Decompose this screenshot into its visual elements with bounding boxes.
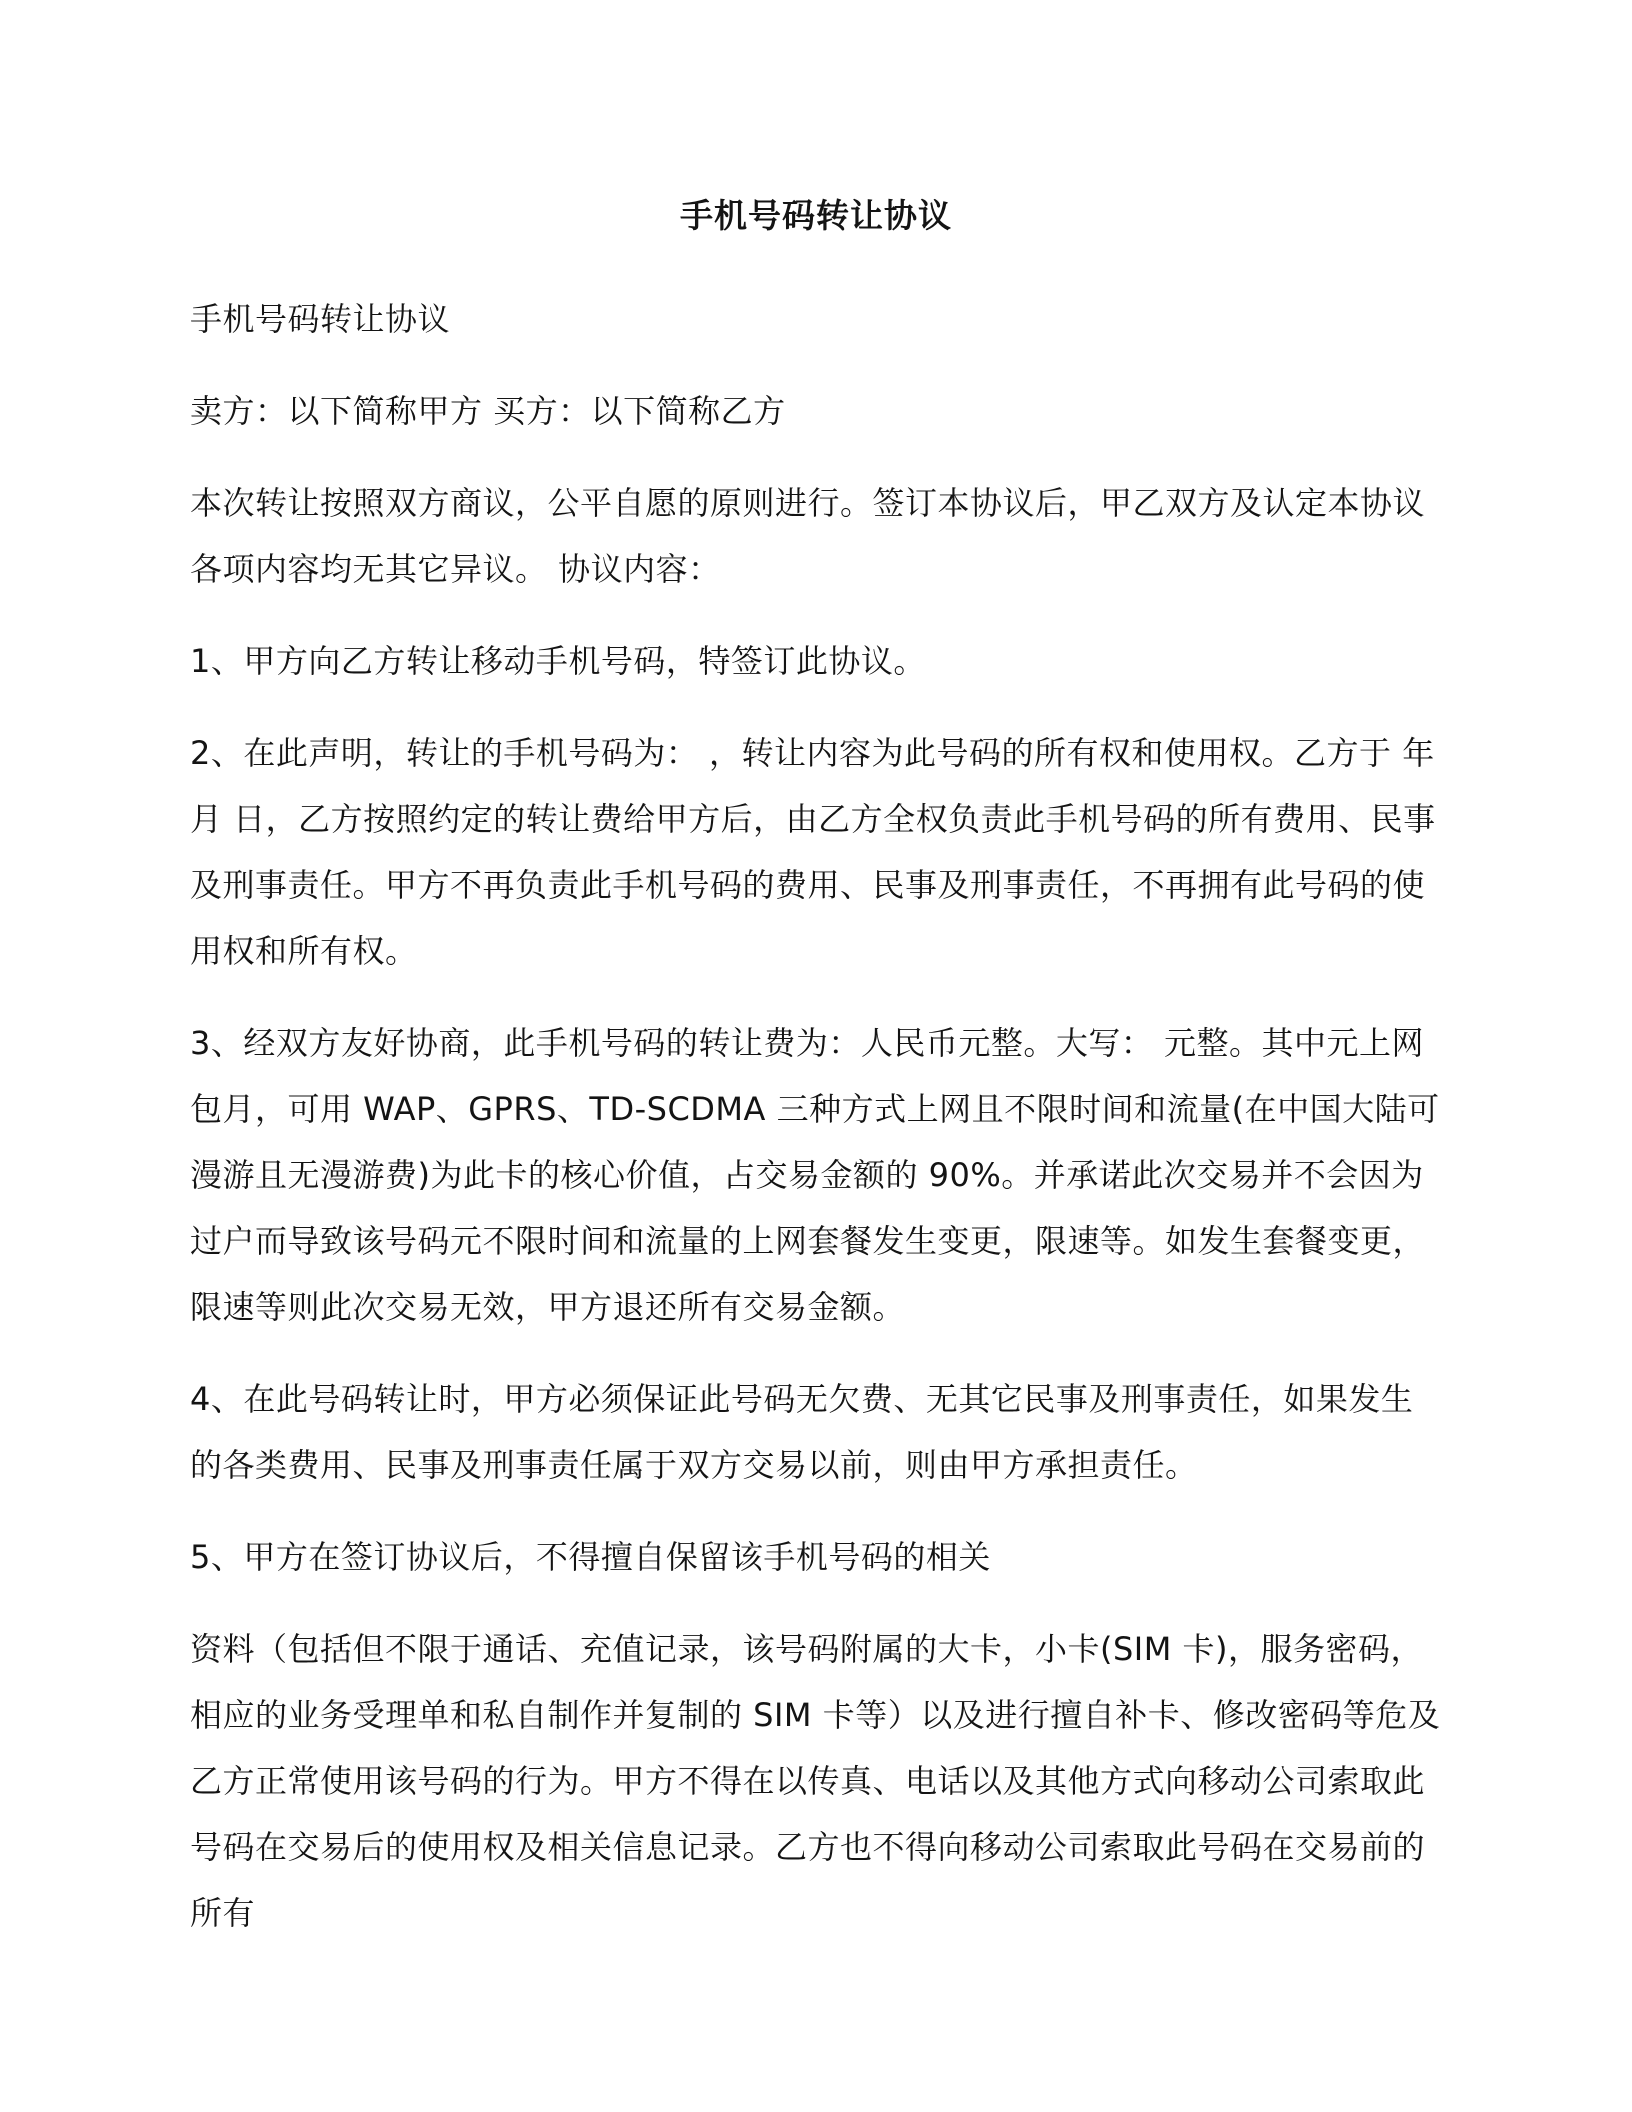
paragraph-clause-5: 5、甲方在签订协议后，不得擅自保留该手机号码的相关 bbox=[190, 1538, 991, 1576]
document-body bbox=[190, 190, 1442, 1972]
paragraph-parties: 卖方：以下简称甲方 买方：以下简称乙方 bbox=[190, 392, 786, 430]
paragraph-clause-1: 1、甲方向乙方转让移动手机号码，特签订此协议。 bbox=[190, 642, 926, 680]
document-title: 手机号码转让协议 bbox=[680, 196, 952, 235]
paragraph-subtitle: 手机号码转让协议 bbox=[190, 300, 451, 338]
paragraph-preamble: 本次转让按照双方商议，公平自愿的原则进行。签订本协议后，甲乙双方及认定本协议各项内容均无其它异议。 协议内容： bbox=[190, 484, 1426, 588]
paragraph-clause-5-continued: 资料（包括但不限于通话、充值记录，该号码附属的大卡，小卡(SIM 卡)，服务密码，相应的业务受理单和私自制作并复制的 SIM 卡等）以及进行擅自补卡、修改密码等危及乙方正常使用该号码的行为。甲方不得在以传真、电话以及其他方式向移动公司索取此号码在交易后的使用权及相关信息记录。乙方也不得向移动公司索取此号码在交易前的所有 bbox=[190, 1630, 1441, 1932]
paragraph-clause-4: 4、在此号码转让时，甲方必须保证此号码无欠费、无其它民事及刑事责任，如果发生的各类费用、民事及刑事责任属于双方交易以前，则由甲方承担责任。 bbox=[190, 1380, 1414, 1484]
paragraph-clause-3: 3、经双方友好协商，此手机号码的转让费为：人民币元整。大写： 元整。其中元上网包月，可用 WAP、GPRS、TD-SCDMA 三种方式上网且不限时间和流量(在中国大陆可漫游且无漫游费)为此卡的核心价值，占交易金额的 90%。并承诺此次交易并不会因为过户而导致该号码元不限时间和流量的上网套餐发生变更，限速等。如发生套餐变更，限速等则此次交易无效，甲方退还所有交易金额。 bbox=[190, 1024, 1440, 1326]
paragraph-clause-2: 2、在此声明，转让的手机号码为： ，转让内容为此号码的所有权和使用权。乙方于 年 月 日，乙方按照约定的转让费给甲方后，由乙方全权负责此手机号码的所有费用、民事及刑事责任。甲方不再负责此手机号码的费用、民事及刑事责任，不再拥有此号码的使用权和所有权。 bbox=[190, 734, 1436, 970]
